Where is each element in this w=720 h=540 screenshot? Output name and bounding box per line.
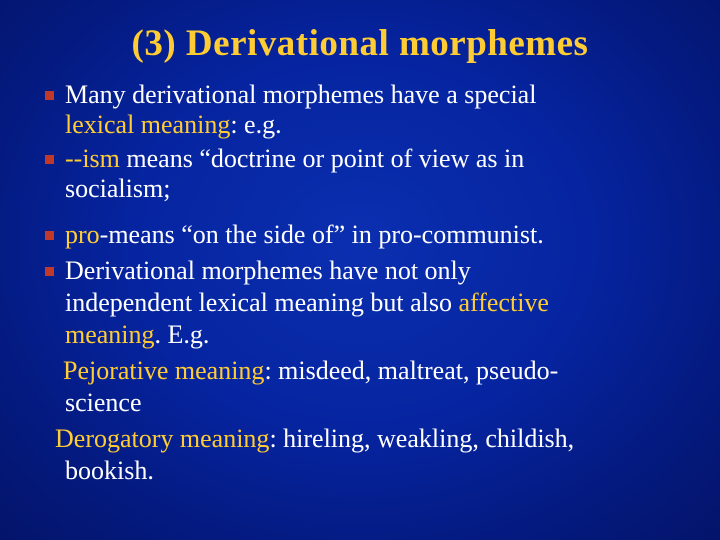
pejorative-line-2 bbox=[65, 388, 142, 418]
bullet-4-line-2-text: independent lexical meaning but also bbox=[65, 288, 459, 317]
derogatory-line-1 bbox=[55, 424, 574, 454]
lexical-meaning-term: lexical meaning bbox=[65, 110, 231, 139]
derogatory-line-2 bbox=[65, 456, 154, 486]
bullet-4-line-1 bbox=[65, 256, 471, 286]
bullet-1-line-2 bbox=[65, 110, 282, 140]
pejorative-meaning-term: Pejorative meaning bbox=[63, 356, 265, 385]
bullet-1-text: Many derivational morphemes have a special bbox=[65, 80, 537, 109]
bullet-3-text: -means “on the side of” in pro-communist. bbox=[99, 220, 544, 249]
pro-term: pro bbox=[65, 220, 100, 249]
slide-title: (3) Derivational morphemes bbox=[131, 23, 589, 64]
bullet-3-line-1 bbox=[65, 220, 544, 250]
bullet-2-text: means “doctrine or point of view as in bbox=[119, 144, 525, 173]
bullet-4-line-3 bbox=[65, 320, 209, 350]
bullet-2-line-2 bbox=[65, 174, 170, 204]
ism-term: --ism bbox=[65, 144, 120, 173]
bullet-4-text: Derivational morphemes have not only bbox=[65, 256, 471, 285]
bullet-4-line-3-text: . E.g. bbox=[154, 320, 210, 349]
bullet-2-line-1 bbox=[65, 144, 524, 174]
bullet-marker-2 bbox=[45, 155, 54, 164]
bullet-marker-3 bbox=[45, 231, 54, 240]
derogatory-examples: : hireling, weakling, childish, bbox=[269, 424, 575, 453]
derogatory-examples-cont: bookish. bbox=[65, 456, 154, 485]
meaning-term: meaning bbox=[65, 320, 155, 349]
bullet-marker-1 bbox=[45, 91, 54, 100]
affective-term: affective bbox=[458, 288, 549, 317]
bullet-1-line-1 bbox=[65, 80, 536, 110]
bullet-4-line-2 bbox=[65, 288, 549, 318]
pejorative-examples-cont: science bbox=[65, 388, 142, 417]
bullet-marker-4 bbox=[45, 267, 54, 276]
pejorative-line-1 bbox=[63, 356, 558, 386]
derogatory-meaning-term: Derogatory meaning bbox=[55, 424, 270, 453]
pejorative-examples: : misdeed, maltreat, pseudo- bbox=[264, 356, 559, 385]
bullet-2-line-2-text: socialism; bbox=[65, 174, 171, 203]
bullet-1-line-2-text: : e.g. bbox=[230, 110, 282, 139]
